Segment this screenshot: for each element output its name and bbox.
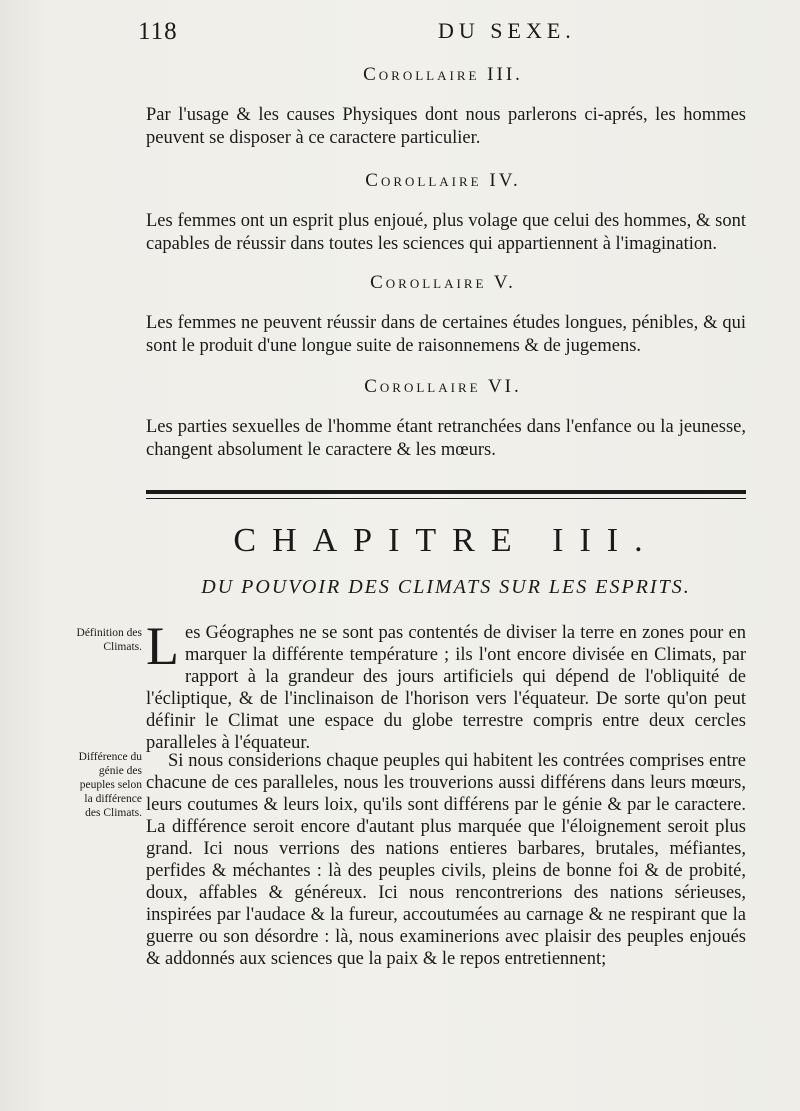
- corollary-4-text: Les femmes ont un esprit plus enjoué, plus volage que celui des hommes, & sont capables de réussir dans toutes les sciences qui appartiennent à l'imagination.: [146, 211, 746, 254]
- chapter-subtitle: DU POUVOIR DES CLIMATS SUR LES ESPRITS.: [201, 576, 691, 598]
- corollary-3-title: Corollaire III.: [363, 64, 523, 85]
- corollary-4-title: Corollaire IV.: [365, 170, 521, 191]
- sidenote-difference: Différence du génie des peuples selon la différence des Climats.: [78, 751, 142, 819]
- page-header: [138, 18, 748, 50]
- section-rule-thick: [146, 490, 746, 494]
- body-paragraph-1: [146, 616, 746, 754]
- body-paragraph-2: [146, 750, 746, 970]
- page-number: 118: [138, 18, 178, 45]
- corollary-6-title: Corollaire VI.: [364, 376, 522, 397]
- corollary-5-text: Les femmes ne peuvent réussir dans de certaines études longues, pénibles, & qui sont le produit d'une longue suite de raisonnemens & de jugemens.: [146, 313, 746, 356]
- chapter-title: CHAPITRE III.: [233, 522, 659, 559]
- section-rule-thin: [146, 498, 746, 499]
- body-paragraph-1-text: es Géographes ne se sont pas contentés de diviser la terre en zones pour en marquer la différente température ; ils l'ont encore divisée en Climats, par rapport à la grandeur des jours artificiels qui dépend de l'obliquité de l'écliptique, & de l'inclinaison de l'horison vers l'équateur. De sorte qu'on peut définir le Climat une espace du globe terrestre compris entre deux cercles paralleles à l'équateur.: [146, 623, 746, 753]
- running-head: DU SEXE.: [438, 18, 576, 43]
- corollary-6-text: Les parties sexuelles de l'homme étant retranchées dans l'enfance ou la jeunesse, changent absolument le caractere & les mœurs.: [146, 417, 746, 460]
- corollary-5-title: Corollaire V.: [370, 272, 516, 293]
- sidenote-definition: Définition des Climats.: [76, 627, 142, 653]
- drop-cap: L: [146, 616, 179, 676]
- corollary-3-text: Par l'usage & les causes Physiques dont nous parlerons ci-aprés, les hommes peuvent se disposer à ce caractere particulier.: [146, 105, 746, 148]
- body-paragraph-2-text: Si nous considerions chaque peuples qui habitent les contrées comprises entre chacune de ces paralleles, nous les trouverions aussi différens dans leurs mœurs, leurs coutumes & leurs loix, qu'ils sont différens par le génie & par le caractere. La différence seroit encore d'autant plus marquée que l'éloignement seroit plus grand. Ici nous verrions des nations entieres barbares, brutales, méfiantes, perfides & méchantes : là des peuples civils, pleins de bonne foi & de probité, doux, affables & généreux. Ici nous rencontrerions des nations sérieuses, inspirées par l'audace & la fureur, accoutumées au carnage & ne respirant que la guerre ou son désordre : là, nous examinerions avec plaisir des peuples enjoués & addonnés aux sciences que la paix & le repos entretiennent;: [146, 751, 746, 969]
